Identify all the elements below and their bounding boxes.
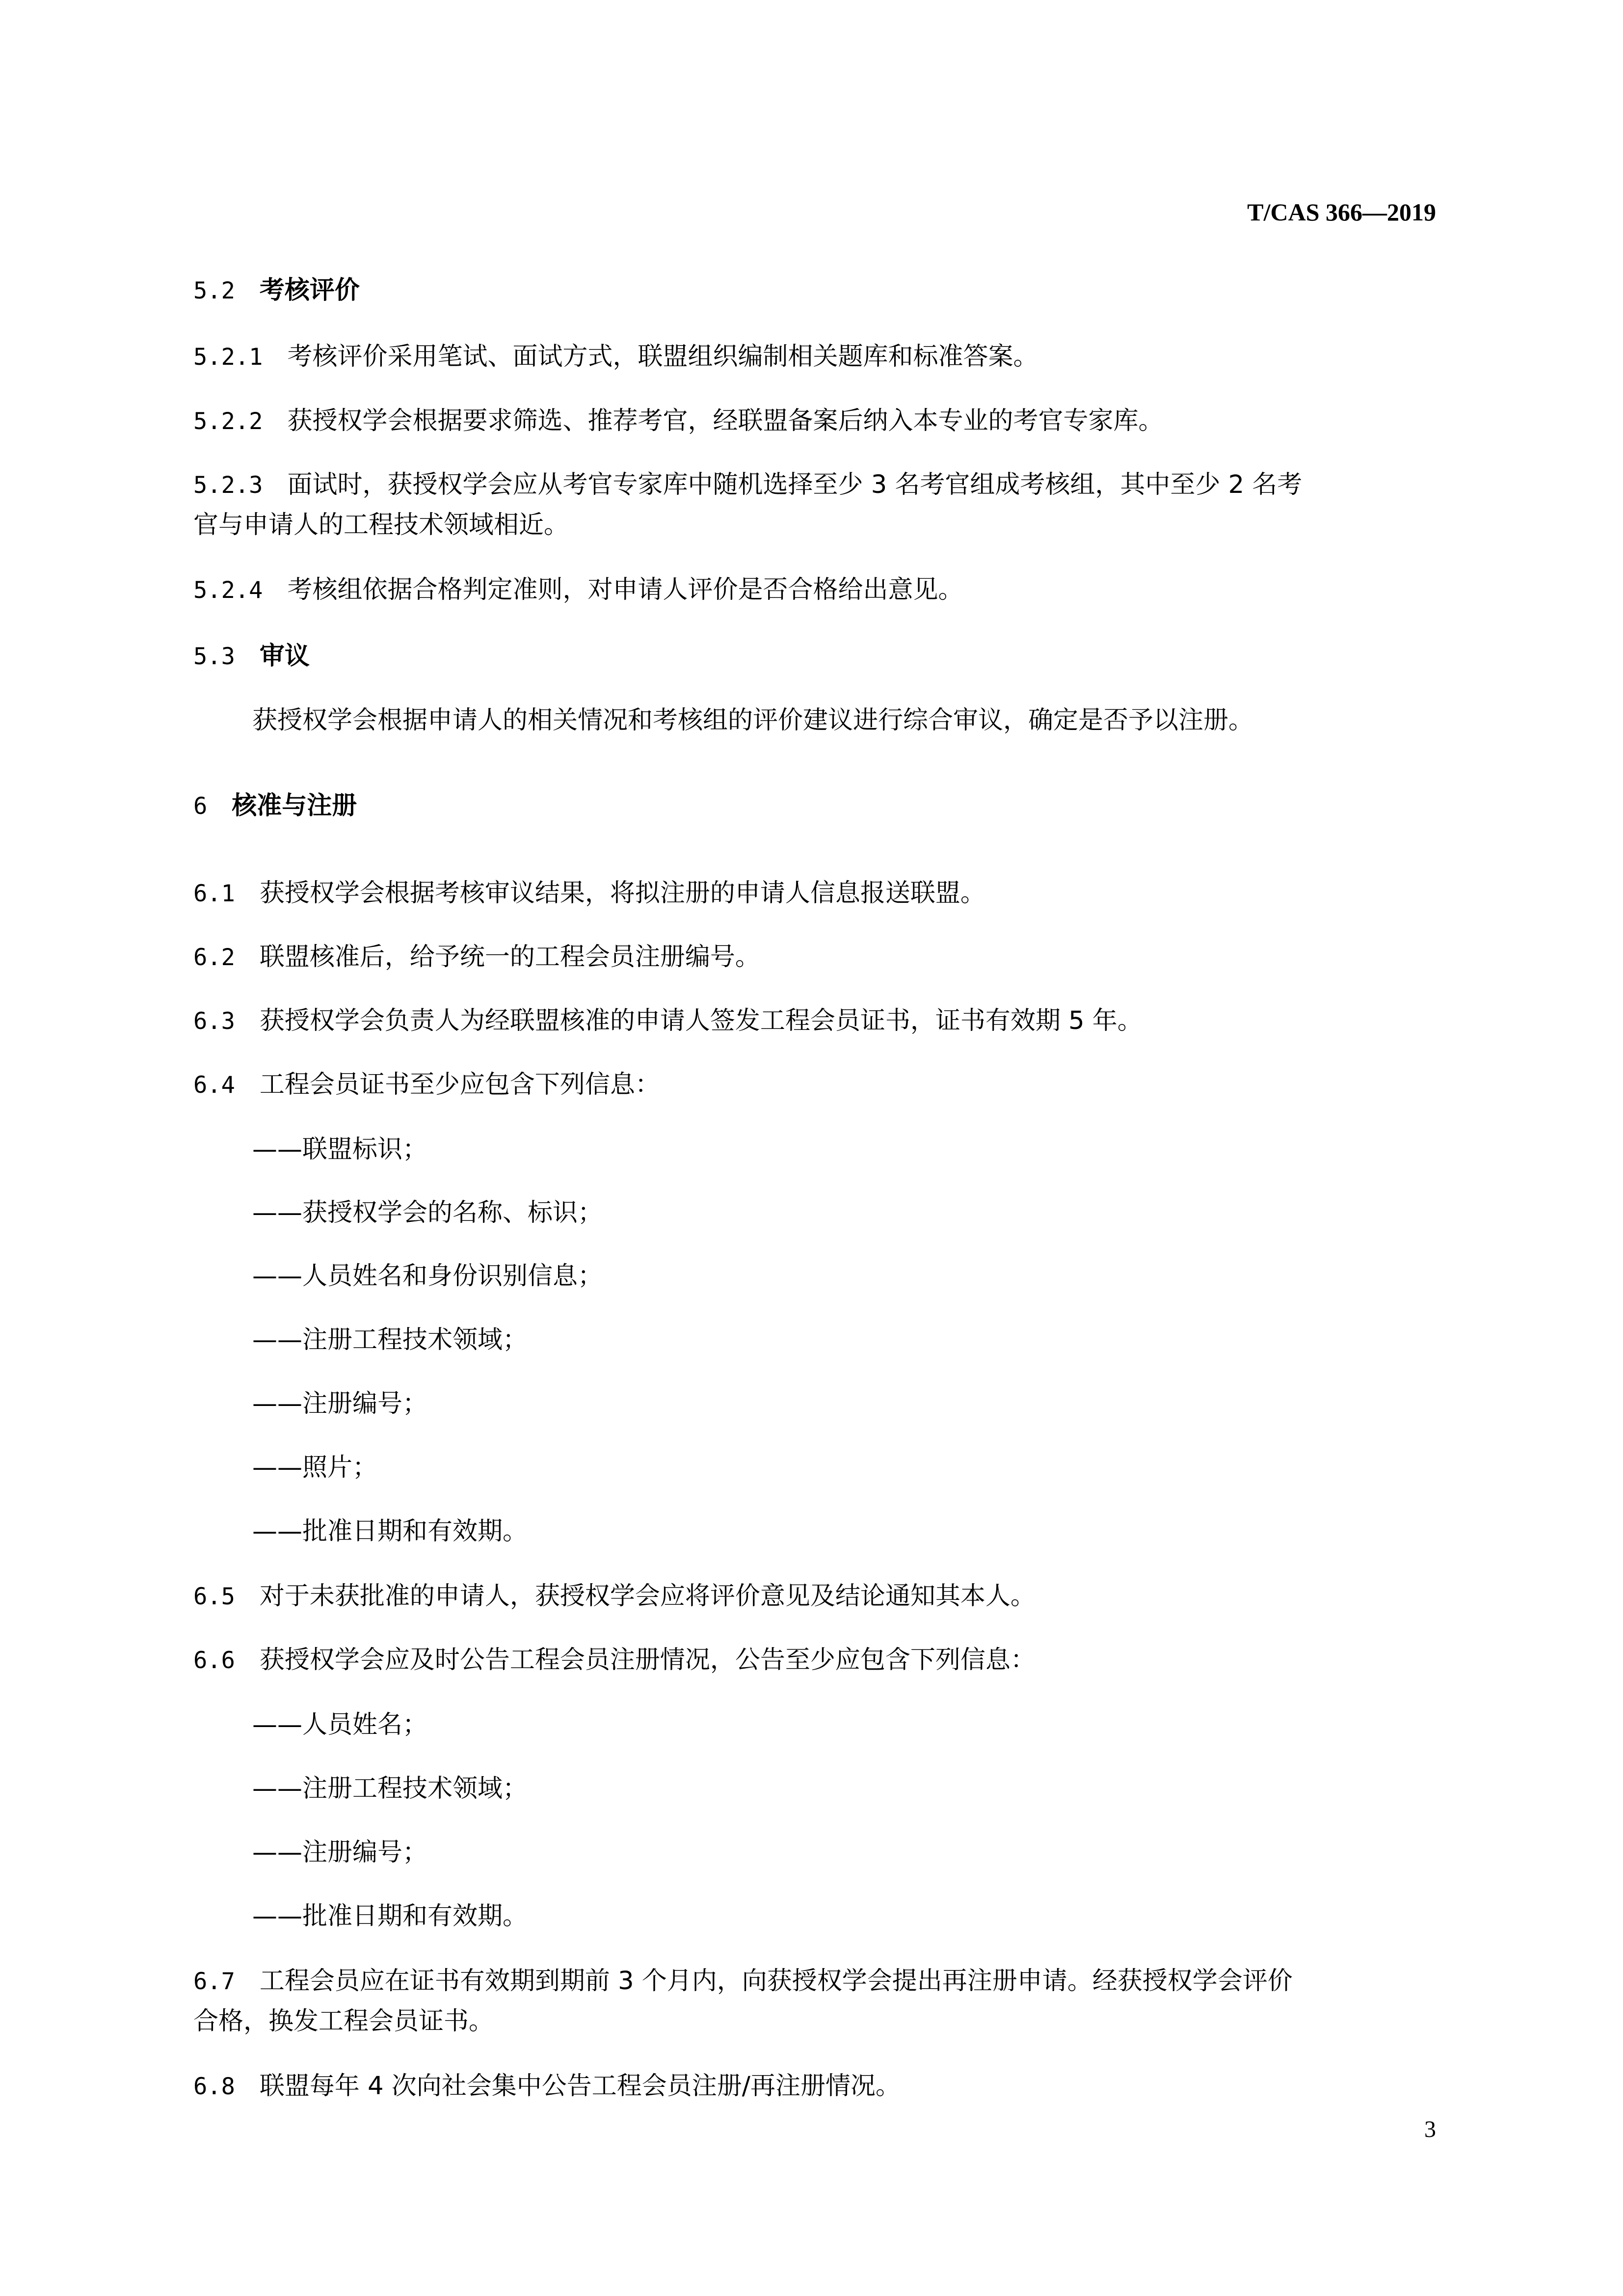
chapter-number: 6 <box>193 793 208 820</box>
list-item: ——人员姓名； <box>252 1710 428 1739</box>
clause-text: 对于未获批准的申请人，获授权学会应将评价意见及结论通知其本人。 <box>259 1582 1036 1611</box>
section-5-2-heading <box>193 276 360 306</box>
list-item: ——人员姓名和身份识别信息； <box>252 1262 603 1291</box>
clause-number: 5.2.3 <box>193 472 263 499</box>
clause-number: 5.2 <box>193 277 235 304</box>
clause-number: 5.2.4 <box>193 577 263 604</box>
clause-6-1 <box>193 879 985 909</box>
list-item: ——获授权学会的名称、标识； <box>252 1198 603 1227</box>
clause-number: 5.2.2 <box>193 408 263 435</box>
chapter-6-heading <box>193 791 357 821</box>
chapter-title: 核准与注册 <box>232 791 357 820</box>
clause-text: 获授权学会根据考核审议结果，将拟注册的申请人信息报送联盟。 <box>259 879 985 908</box>
clause-text: 面试时，获授权学会应从考官专家库中随机选择至少 3 名考官组成考核组，其中至少 2 名考 <box>287 470 1303 499</box>
clause-number: 5.3 <box>193 643 235 670</box>
list-item: ——批准日期和有效期。 <box>252 1902 528 1931</box>
clause-text: 获授权学会根据要求筛选、推荐考官，经联盟备案后纳入本专业的考官专家库。 <box>287 406 1164 435</box>
clause-number: 6.3 <box>193 1008 235 1035</box>
clause-title: 考核评价 <box>259 276 360 305</box>
list-item: ——注册工程技术领域； <box>252 1325 528 1354</box>
clause-5-2-2 <box>193 406 1164 436</box>
list-item: ——注册工程技术领域； <box>252 1774 528 1803</box>
clause-text: 获授权学会负责人为经联盟核准的申请人签发工程会员证书，证书有效期 5 年。 <box>259 1006 1143 1035</box>
clause-6-5 <box>193 1582 1036 1612</box>
clause-text: 工程会员应在证书有效期到期前 3 个月内，向获授权学会提出再注册申请。经获授权学会评价 <box>259 1967 1293 1996</box>
clause-text: 工程会员证书至少应包含下列信息： <box>259 1070 660 1099</box>
list-item: ——注册编号； <box>252 1389 428 1418</box>
clause-text: 联盟核准后，给予统一的工程会员注册编号。 <box>259 943 760 972</box>
clause-text: 联盟每年 4 次向社会集中公告工程会员注册/再注册情况。 <box>259 2072 901 2101</box>
clause-6-8 <box>193 2072 901 2102</box>
list-item: ——注册编号； <box>252 1838 428 1867</box>
clause-5-2-4 <box>193 575 963 605</box>
clause-number: 5.2.1 <box>193 344 263 371</box>
clause-number: 6.2 <box>193 944 235 971</box>
clause-title: 审议 <box>259 642 310 671</box>
clause-number: 6.5 <box>193 1583 235 1610</box>
clause-6-7-continuation: 合格，换发工程会员证书。 <box>193 2007 494 2036</box>
clause-5-2-3 <box>193 470 1302 500</box>
list-item: ——批准日期和有效期。 <box>252 1517 528 1546</box>
clause-number: 6.6 <box>193 1647 235 1674</box>
clause-text: 考核评价采用笔试、面试方式，联盟组织编制相关题库和标准答案。 <box>287 342 1038 371</box>
clause-5-2-1 <box>193 342 1038 372</box>
clause-5-2-3-continuation: 官与申请人的工程技术领域相近。 <box>193 511 569 540</box>
clause-number: 6.4 <box>193 1072 235 1099</box>
page-number: 3 <box>1424 2116 1436 2142</box>
section-5-3-heading <box>193 642 310 672</box>
clause-6-3 <box>193 1006 1143 1036</box>
section-5-3-paragraph: 获授权学会根据申请人的相关情况和考核组的评价建议进行综合审议，确定是否予以注册。 <box>252 706 1254 735</box>
clause-number: 6.1 <box>193 880 235 907</box>
list-item: ——联盟标识； <box>252 1135 428 1164</box>
clause-text: 考核组依据合格判定准则，对申请人评价是否合格给出意见。 <box>287 575 963 604</box>
clause-6-7 <box>193 1967 1293 1997</box>
clause-number: 6.8 <box>193 2073 235 2100</box>
document-code: T/CAS 366—2019 <box>1247 198 1436 226</box>
clause-6-6 <box>193 1646 1036 1675</box>
list-item: ——照片； <box>252 1453 378 1482</box>
clause-6-2 <box>193 943 760 972</box>
clause-6-4 <box>193 1070 660 1100</box>
clause-text: 获授权学会应及时公告工程会员注册情况，公告至少应包含下列信息： <box>259 1646 1036 1675</box>
clause-number: 6.7 <box>193 1968 235 1995</box>
